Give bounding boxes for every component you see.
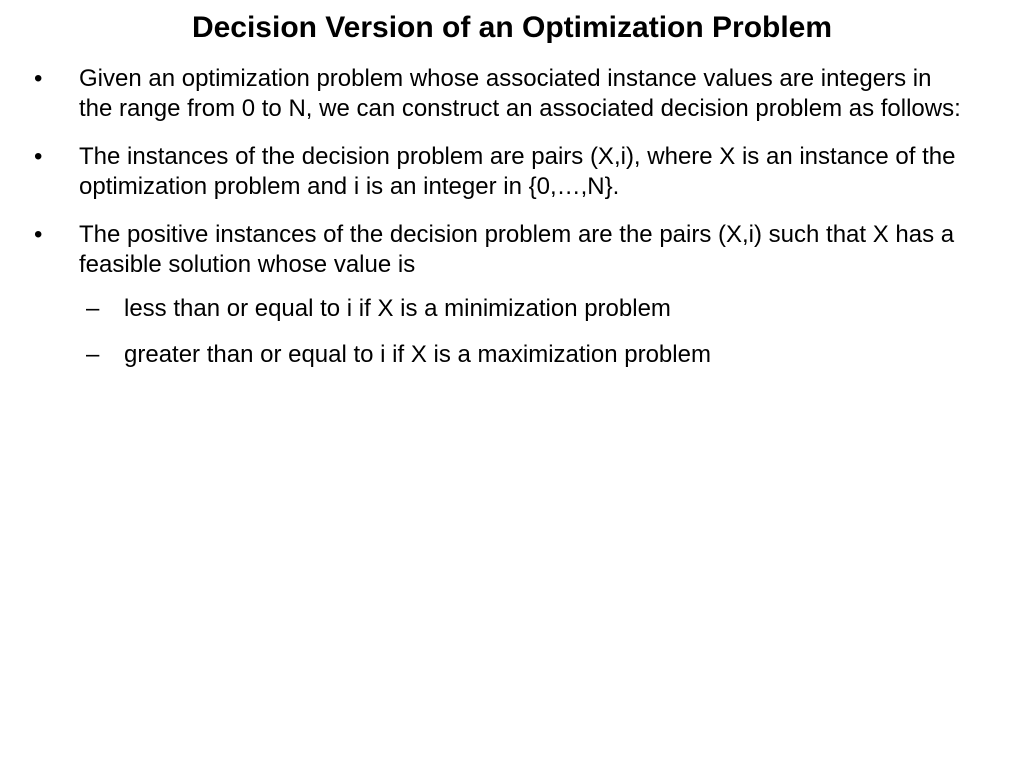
- sub-bullet-mark: –: [86, 341, 100, 368]
- sub-bullet-text: less than or equal to i if X is a minimization problem: [124, 295, 671, 322]
- bullet-item: [0, 64, 969, 124]
- bullet-mark: •: [34, 221, 43, 248]
- bullet-item: [0, 220, 969, 280]
- sub-bullet-item: [0, 340, 984, 370]
- bullet-text: The positive instances of the decision problem are the pairs (X,i) such that X has a feasible solution whose value is: [79, 221, 955, 278]
- bullet-text: The instances of the decision problem are pairs (X,i), where X is an instance of the optimization problem and i is an integer in {0,…,N}.: [79, 143, 956, 200]
- slide-body: [0, 64, 1024, 386]
- sub-bullet-mark: –: [86, 295, 100, 322]
- sub-bullet-text: greater than or equal to i if X is a maximization problem: [124, 341, 711, 368]
- bullet-mark: •: [34, 143, 43, 170]
- bullet-mark: •: [34, 65, 43, 92]
- bullet-text: Given an optimization problem whose associated instance values are integers in the range from 0 to N, we can construct an associated decision problem as follows:: [79, 65, 961, 122]
- slide-title: Decision Version of an Optimization Problem: [191, 11, 833, 44]
- sub-bullet-item: [0, 294, 984, 324]
- bullet-item: [0, 142, 969, 202]
